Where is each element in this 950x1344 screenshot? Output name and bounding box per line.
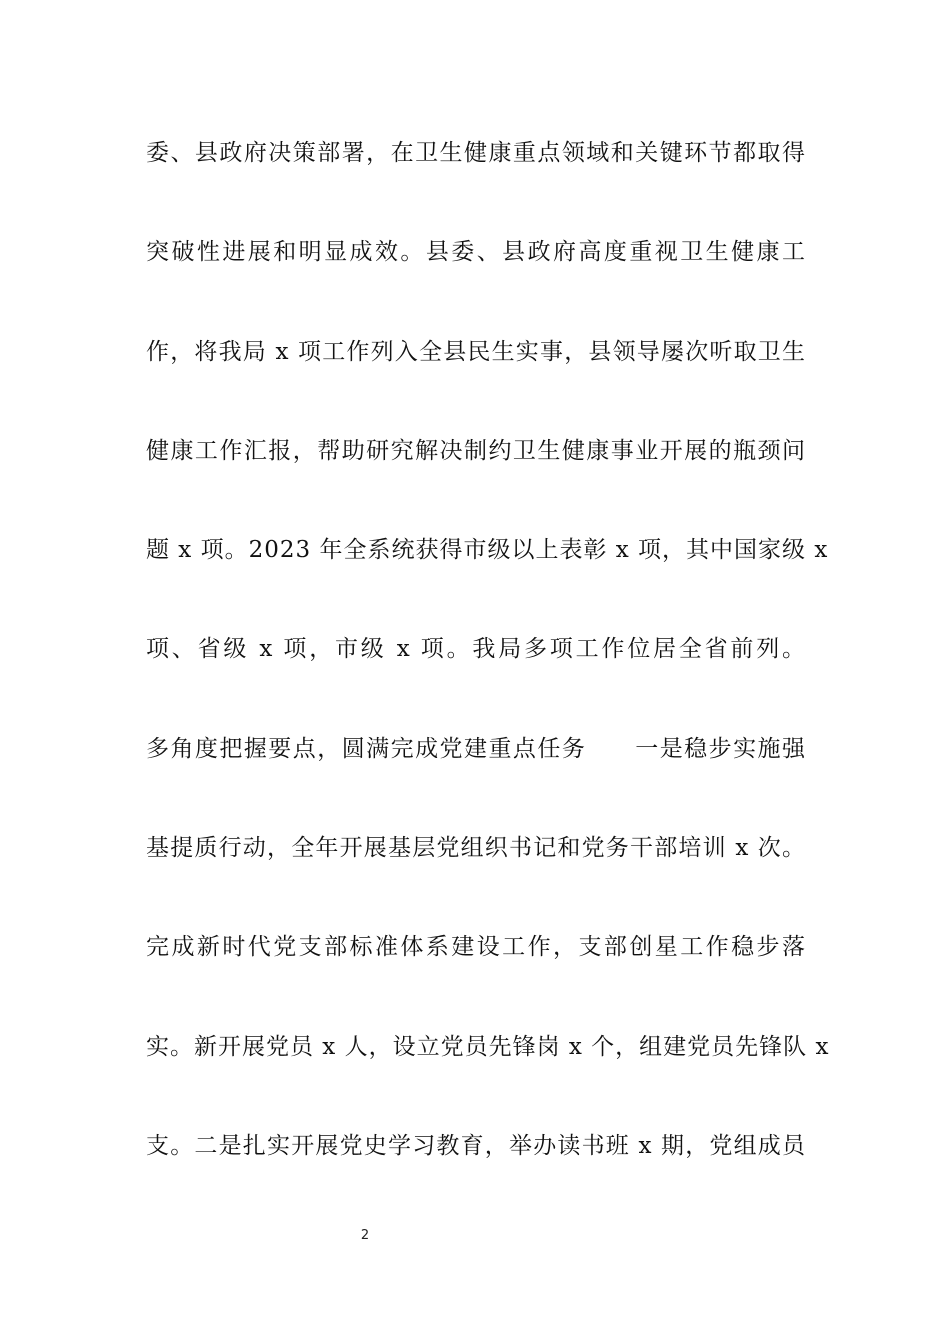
text-line: 支。二是扎实开展党史学习教育，举办读书班 x 期，党组成员: [146, 1132, 806, 1159]
text-line: 项、省级 x 项，市级 x 项。我局多项工作位居全省前列。: [146, 636, 806, 663]
page-number: 2: [360, 1228, 370, 1243]
text-line: 完成新时代党支部标准体系建设工作，支部创星工作稳步落: [146, 934, 806, 961]
body-text: [146, 130, 830, 1222]
text-line: 题 x 项。2023 年全系统获得市级以上表彰 x 项，其中国家级 x: [146, 537, 829, 564]
text-line: 委、县政府决策部署，在卫生健康重点领域和关键环节都取得: [146, 140, 806, 166]
text-line: 突破性进展和明显成效。县委、县政府高度重视卫生健康工: [146, 239, 806, 266]
text-line: 多角度把握要点，圆满完成党建重点任务 一是稳步实施强: [146, 735, 806, 762]
text-line: 作，将我局 x 项工作列入全县民生实事，县领导屡次听取卫生: [146, 338, 806, 365]
text-line: 基提质行动，全年开展基层党组织书记和党务干部培训 x 次。: [146, 835, 806, 862]
text-line: 实。新开展党员 x 人，设立党员先锋岗 x 个，组建党员先锋队 x: [146, 1033, 830, 1060]
text-line: 健康工作汇报，帮助研究解决制约卫生健康事业开展的瓶颈问: [146, 437, 806, 464]
